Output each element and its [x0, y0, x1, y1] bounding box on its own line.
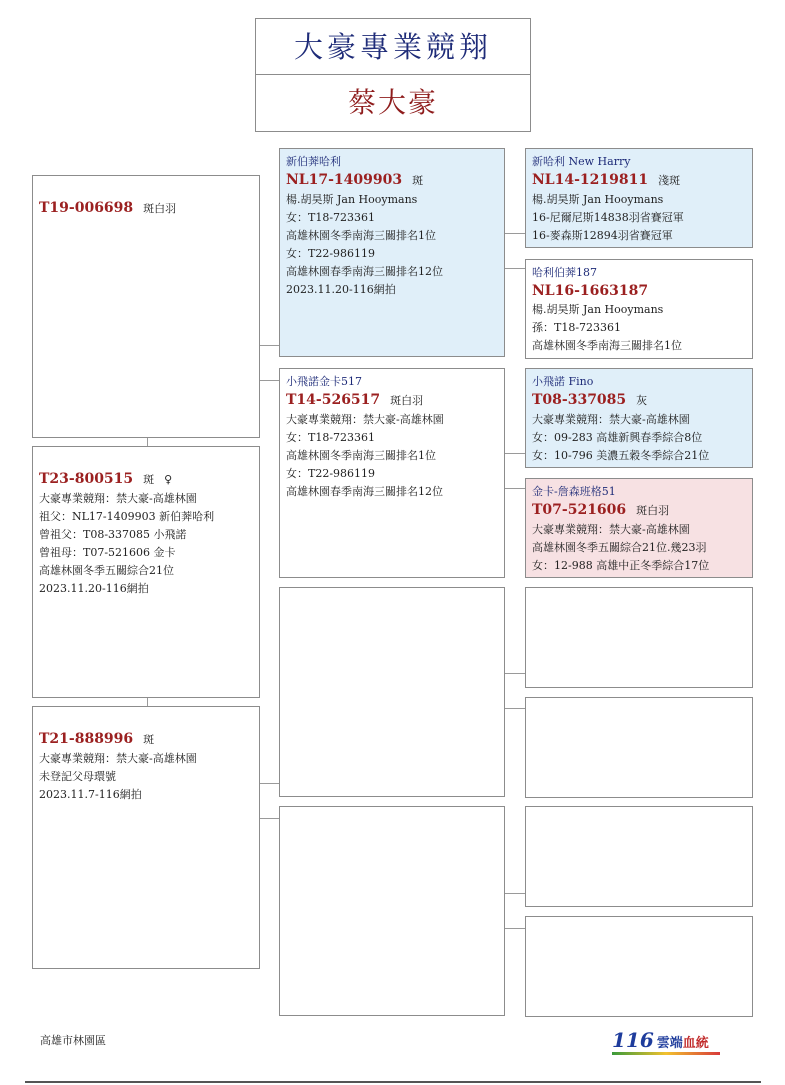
gg3-line: 女：09-283 高雄新興春季綜合8位 [532, 431, 703, 444]
connector [505, 453, 525, 454]
dam-line: 未登記父母環號 [39, 770, 116, 783]
gg1-color: 淺斑 [658, 174, 681, 187]
connector [505, 893, 525, 894]
gg2-line: 孫：T18-723361 [532, 321, 622, 334]
connector [260, 380, 280, 381]
sire-sire-line: 女：T18-723361 [286, 211, 376, 224]
gg1-line: 楊.胡昊斯 Jan Hooymans [532, 193, 664, 206]
footer-location: 高雄市林園區 [40, 1034, 106, 1047]
connector [505, 268, 525, 269]
connector [505, 708, 525, 709]
connector [260, 345, 280, 346]
sire-line: 大豪專業競翔：禁大豪-高雄林園 [39, 492, 197, 505]
subject-ring: T19-006698 [39, 200, 134, 216]
connector [505, 928, 525, 929]
subject-color: 斑白羽 [143, 202, 177, 215]
sire-sire-line: 高雄林園春季南海三關排名12位 [286, 265, 443, 278]
sire-dam-line: 女：T18-723361 [286, 431, 376, 444]
gg1-ring: NL14-1219811 [532, 172, 649, 188]
dam-card [32, 706, 260, 969]
dam-color: 斑 [143, 733, 155, 746]
kennel-title: 大豪專業競翔 [255, 18, 531, 75]
sire-sire-line: 2023.11.20-116網拍 [286, 283, 396, 296]
gg4-line: 大豪專業競翔：禁大豪-高雄林園 [532, 523, 690, 536]
sire-dam-line: 女：T22-986119 [286, 467, 376, 480]
sire-sire-line: 高雄林園冬季南海三關排名1位 [286, 229, 436, 242]
dam-dam-card [279, 806, 505, 1016]
sire-line: 高雄林園冬季五關綜合21位 [39, 564, 174, 577]
gg3-line: 大豪專業競翔：禁大豪-高雄林園 [532, 413, 690, 426]
sire-sire-name: 新伯莾哈利 [286, 155, 341, 168]
sire-sex: ♀ [164, 473, 173, 486]
sire-dam-line: 大豪專業競翔：禁大豪-高雄林園 [286, 413, 444, 426]
sire-dam-card [279, 368, 505, 578]
sire-ring: T23-800515 [39, 471, 134, 487]
logo-number: 116 [612, 1028, 654, 1052]
sire-color: 斑 [143, 473, 155, 486]
cloud-pedigree-logo [612, 1028, 722, 1056]
gg-dam-sire-dam-card [525, 697, 753, 798]
connector [260, 818, 280, 819]
connector [505, 488, 525, 489]
gg4-line: 高雄林園冬季五關綜合21位.幾23羽 [532, 541, 707, 554]
sire-line: 曾祖母：T07-521606 金卡 [39, 546, 176, 559]
gg3-ring: T08-337085 [532, 392, 627, 408]
gg-sire-dam-dam-card [525, 478, 753, 578]
dam-line: 大豪專業競翔：禁大豪-高雄林園 [39, 752, 197, 765]
dam-ring: T21-888996 [39, 731, 134, 747]
sire-sire-line: 楊.胡昊斯 Jan Hooymans [286, 193, 418, 206]
gg-sire-sire-sire-card [525, 148, 753, 248]
gg-dam-sire-sire-card [525, 587, 753, 688]
gg2-line: 高雄林園冬季南海三關排名1位 [532, 339, 682, 352]
sire-sire-card [279, 148, 505, 357]
gg1-line: 16-麥森斯12894羽省賽冠軍 [532, 229, 673, 242]
sire-line: 2023.11.20-116網拍 [39, 582, 149, 595]
sire-dam-color: 斑白羽 [390, 394, 424, 407]
sire-line: 曾祖父：T08-337085 小飛諾 [39, 528, 187, 541]
logo-underline [612, 1052, 720, 1055]
sire-line: 祖父：NL17-1409903 新伯莾哈利 [39, 510, 215, 523]
sire-sire-line: 女：T22-986119 [286, 247, 376, 260]
gg4-ring: T07-521606 [532, 502, 627, 518]
subject-card [32, 175, 260, 438]
gg3-line: 女：10-796 美濃五穀冬季綜合21位 [532, 449, 710, 462]
sire-dam-name: 小飛諾金卡517 [286, 375, 362, 388]
gg-sire-sire-dam-card [525, 259, 753, 359]
gg1-name: 新哈利 New Harry [532, 155, 631, 168]
gg4-color: 斑白羽 [636, 504, 670, 517]
gg3-color: 灰 [636, 394, 648, 407]
sire-dam-ring: T14-526517 [286, 392, 381, 408]
gg1-line: 16-尼爾尼斯14838羽省賽冠軍 [532, 211, 684, 224]
gg2-line: 楊.胡昊斯 Jan Hooymans [532, 303, 664, 316]
gg2-name: 哈利伯莾187 [532, 266, 597, 279]
logo-text-a: 雲端 [656, 1036, 683, 1051]
gg-sire-dam-sire-card [525, 368, 753, 468]
sire-card [32, 446, 260, 698]
owner-name: 蔡大豪 [255, 74, 531, 132]
gg-dam-dam-dam-card [525, 916, 753, 1017]
gg2-ring: NL16-1663187 [532, 283, 649, 299]
connector [505, 233, 525, 234]
bottom-divider [25, 1081, 761, 1083]
gg-dam-dam-sire-card [525, 806, 753, 907]
gg3-name: 小飛諾 Fino [532, 375, 594, 388]
gg4-name: 金卡-詹森班格51 [532, 485, 616, 498]
sire-sire-color: 斑 [412, 174, 424, 187]
connector [260, 783, 280, 784]
dam-line: 2023.11.7-116網拍 [39, 788, 142, 801]
sire-dam-line: 高雄林園春季南海三關排名12位 [286, 485, 443, 498]
logo-text-b: 血統 [682, 1036, 709, 1051]
sire-sire-ring: NL17-1409903 [286, 172, 403, 188]
connector [505, 673, 525, 674]
gg4-line: 女：12-988 高雄中正冬季綜合17位 [532, 559, 710, 572]
sire-dam-line: 高雄林園冬季南海三關排名1位 [286, 449, 436, 462]
dam-sire-card [279, 587, 505, 797]
